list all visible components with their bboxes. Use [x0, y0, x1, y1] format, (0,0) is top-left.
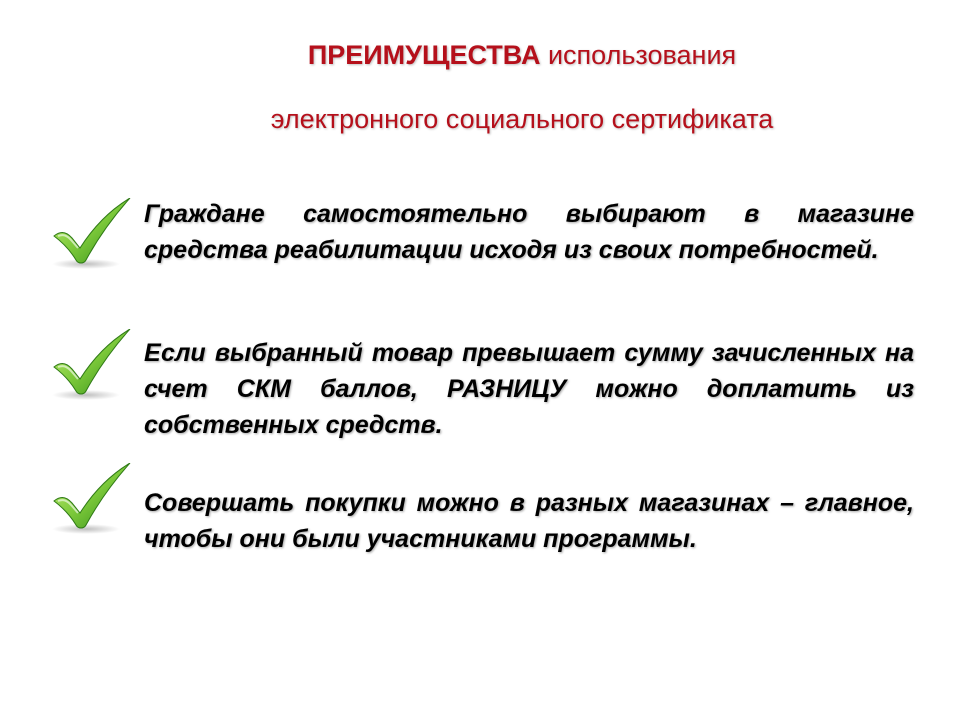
title-line-1-rest: использования — [540, 40, 737, 70]
checkmark-icon — [50, 463, 134, 539]
item-text: Граждане самостоятельно выбирают в магазине средства реабилитации исходя из своих потребностей. — [144, 200, 914, 264]
title-emphasis: ПРЕИМУЩЕСТВА — [307, 40, 541, 70]
checkmark-icon — [50, 198, 134, 274]
title-line-1 — [42, 40, 960, 71]
checkmark-icon — [50, 329, 134, 405]
item-text: Совершать покупки можно в разных магазинах – главное, чтобы они были участниками программы. — [144, 489, 914, 553]
item-text: Если выбранный товар превышает сумму зачисленных на счет СКМ баллов, РАЗНИЦУ можно доплатить из собственных средств. — [144, 339, 914, 439]
title-line-2: электронного социального сертификата — [270, 104, 774, 134]
